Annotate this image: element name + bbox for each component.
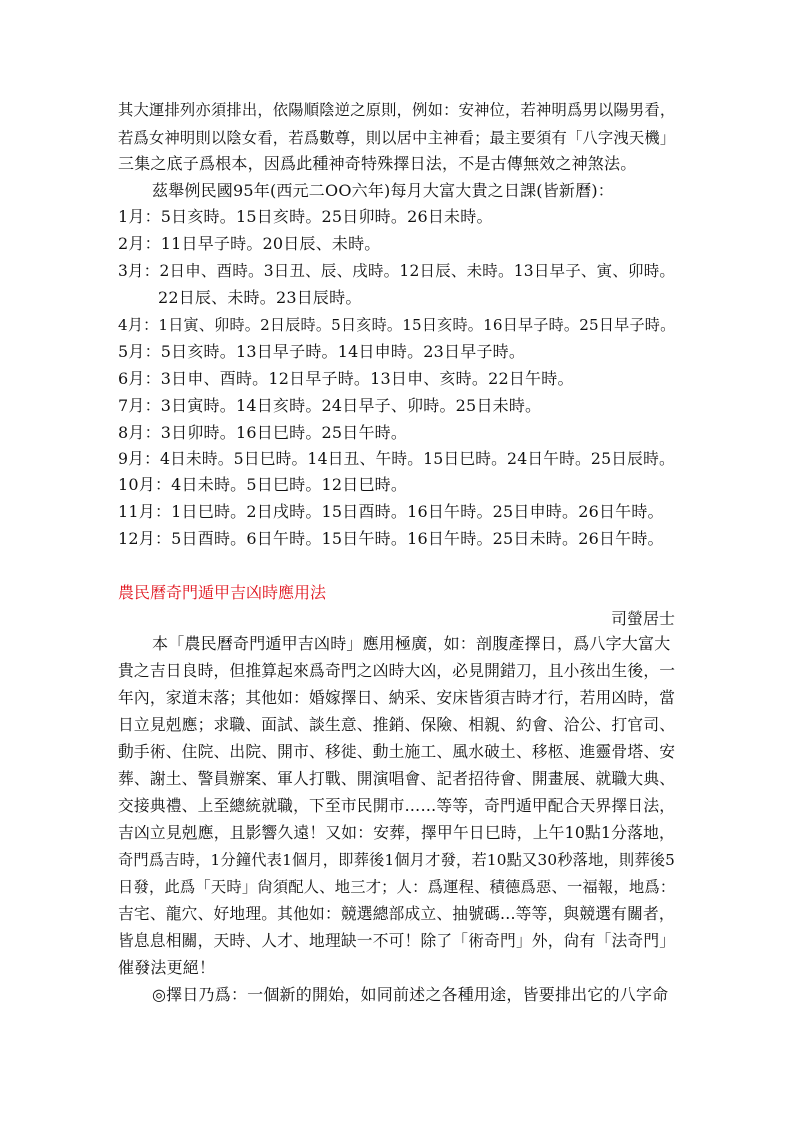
- month-line-3-continued: 22日辰、未時。23日辰時。: [158, 288, 362, 307]
- body-line-12: 皆息息相關，天時、人才、地理缺一不可！除了「術奇門」外，尙有「法奇門」: [118, 931, 676, 950]
- intro-line-1: 其大運排列亦須排出，依陽順陰逆之原則，例如：安神位，若神明爲男以陽男看，: [118, 101, 676, 119]
- month-line-9: 9月：4日未時。5日巳時。14日丑、午時。15日巳時。24日午時。25日辰時。: [118, 449, 675, 468]
- body-line-9: 奇門爲吉時，1分鐘代表1個月，即葬後1個月才發，若10點又30秒落地，則葬後5: [118, 851, 676, 869]
- intro-line-4: 茲舉例民國95年(西元二OO六年)每月大富大貴之日課(皆新曆)：: [152, 181, 614, 200]
- month-line-10: 10月：4日未時。5日巳時。12日巳時。: [118, 475, 408, 494]
- body-line-3: 年內，家道末落；其他如：婚嫁擇日、納采、安床皆須吉時才行，若用凶時，當: [118, 688, 676, 707]
- body-line-5: 動手術、住院、出院、開市、移徙、動土施工、風水破土、移柩、進靈骨塔、安: [118, 742, 676, 761]
- month-line-12: 12月：5日酉時。6日午時。15日午時。16日午時。25日未時。26日午時。: [118, 529, 664, 548]
- author-name: 司螢居士: [610, 609, 675, 628]
- month-line-2: 2月：11日早子時。20日辰、未時。: [118, 234, 381, 253]
- month-line-1: 1月：5日亥時。15日亥時。25日卯時。26日未時。: [118, 207, 493, 226]
- body-line-11: 吉宅、龍穴、好地理。其他如：競選總部成立、抽號碼...等等，與競選有關者，: [118, 904, 675, 923]
- body-line-13: 催發法更絕！: [118, 958, 216, 977]
- body-line-6: 葬、謝土、警員辦案、軍人打戰、開演唱會、記者招待會、開畫展、就職大典、: [118, 769, 676, 788]
- body-line-10: 日發，此爲「天時」尙須配人、地三才；人：爲運程、積德爲惡、一福報，地爲：: [118, 878, 676, 896]
- intro-line-2: 若爲女神明則以陰女看，若爲數尊，則以居中主神看；最主要須有「八字洩天機」: [118, 129, 676, 147]
- month-line-3: 3月：2日申、酉時。3日丑、辰、戌時。12日辰、未時。13日早子、寅、卯時。: [118, 262, 676, 280]
- body-line-4: 日立見剋應；求職、面試、談生意、推銷、保險、相親、約會、洽公、打官司、: [118, 715, 676, 734]
- section-title: 農民曆奇門遁甲吉凶時應用法: [118, 583, 327, 602]
- month-line-4: 4月：1日寅、卯時。2日辰時。5日亥時。15日亥時。16日早子時。25日早子時。: [118, 316, 676, 334]
- intro-line-3: 三集之底子爲根本，因爲此種神奇特殊擇日法，不是古傳無效之神煞法。: [118, 154, 637, 173]
- month-line-7: 7月：3日寅時。14日亥時。24日早子、卯時。25日未時。: [118, 396, 542, 415]
- body-line-7: 交接典禮、上至總統就職，下至市民開市……等等，奇門遁甲配合天界擇日法，: [118, 796, 676, 815]
- month-line-6: 6月：3日申、酉時。12日早子時。13日申、亥時。22日午時。: [118, 369, 574, 388]
- month-line-11: 11月：1日巳時。2日戌時。15日酉時。16日午時。25日申時。26日午時。: [118, 502, 664, 521]
- month-line-8: 8月：3日卯時。16日巳時。25日午時。: [118, 423, 408, 442]
- body-line-1: 本「農民曆奇門遁甲吉凶時」應用極廣，如：剖腹產擇日，爲八字大富大: [152, 634, 671, 653]
- body-line-2: 貴之吉日良時，但推算起來爲奇門之凶時大凶，必見開錯刀，且小孩出生後，一: [118, 661, 676, 680]
- month-line-5: 5月：5日亥時。13日早子時。14日申時。23日早子時。: [118, 342, 526, 361]
- body-line-14: ◎擇日乃爲：一個新的開始，如同前述之各種用途，皆要排出它的八字命: [152, 985, 669, 1004]
- body-line-8: 吉凶立見剋應，且影響久遠！又如：安葬，擇甲午日巳時，上午10點1分落地，: [118, 823, 676, 842]
